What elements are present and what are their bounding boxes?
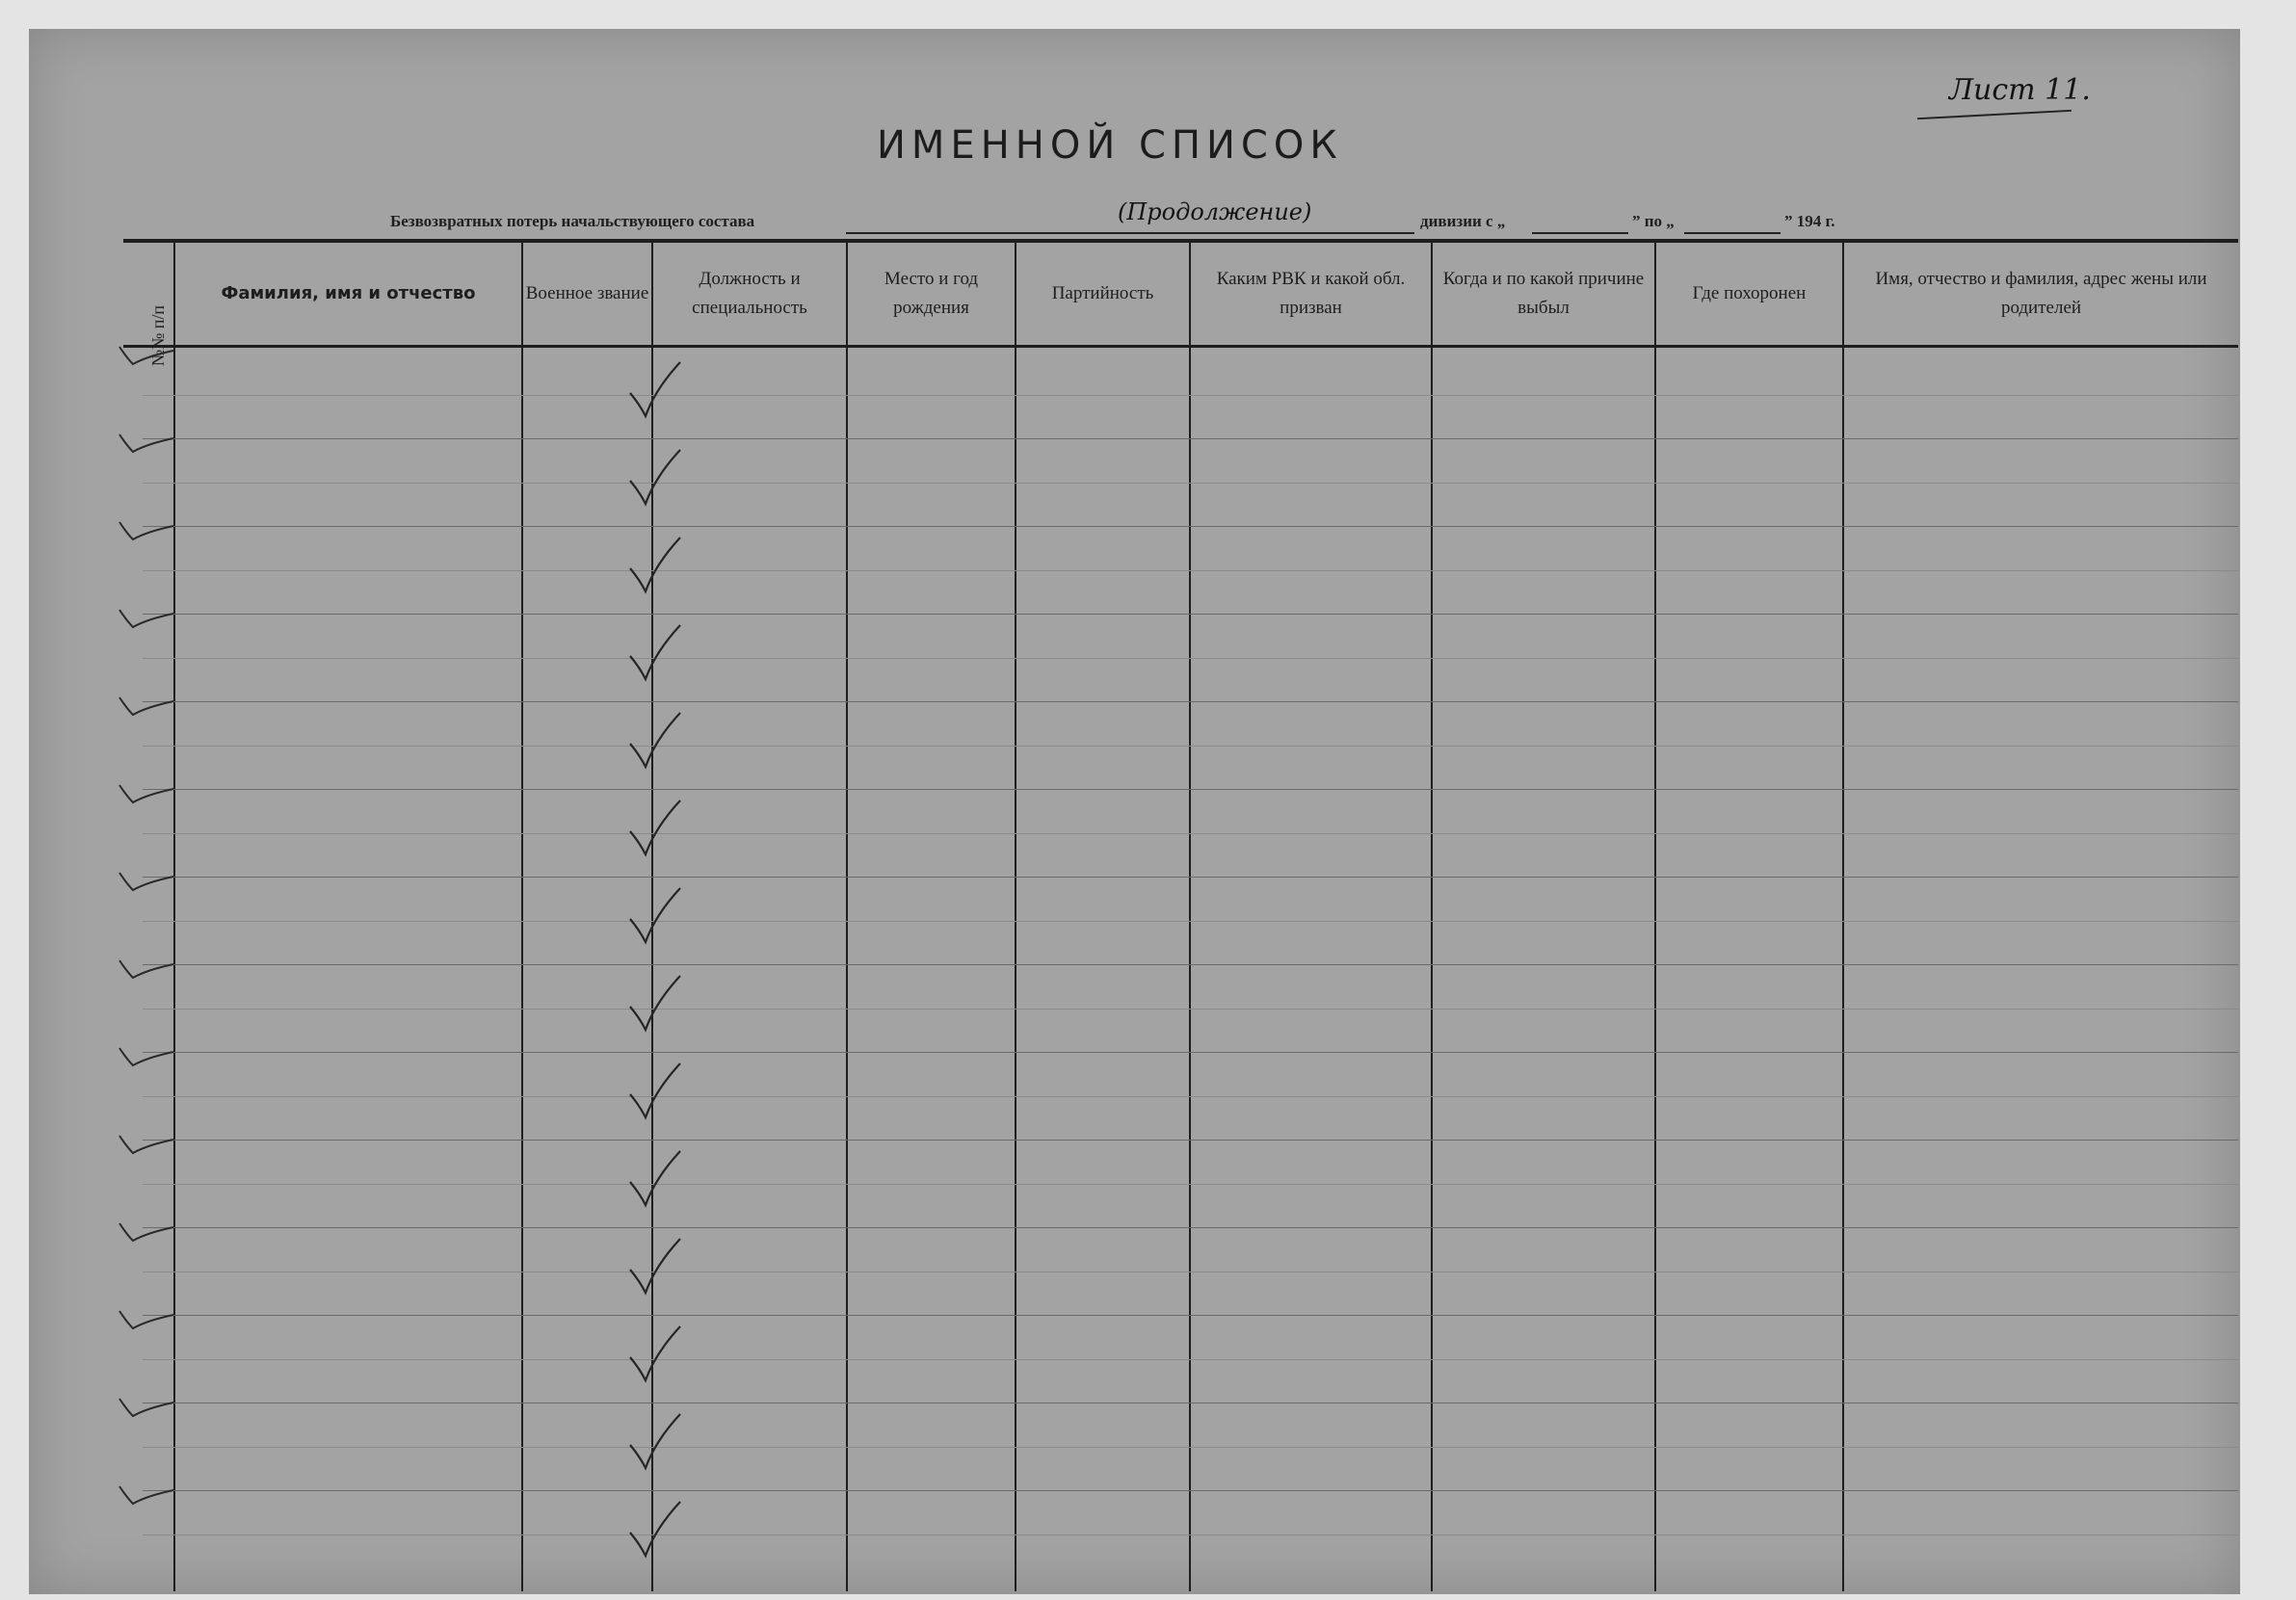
subtitle-underline <box>846 232 1414 234</box>
header-drafted: Каким РВК и какой обл. призван <box>1216 269 1406 318</box>
date-from-blank <box>1532 232 1628 234</box>
header-when-why: Когда и по какой причине выбыл <box>1442 269 1645 318</box>
document-title: ИМЕННОЙ СПИСОК <box>877 123 1343 168</box>
checkmark-icon <box>626 799 684 858</box>
checkmark-icon <box>626 448 684 508</box>
to-label: ” по „ <box>1632 212 1675 230</box>
header-number: №№ п/п <box>148 304 169 366</box>
checkmark-icon <box>626 1149 684 1209</box>
checkmark-icon <box>626 974 684 1034</box>
checkmark-icon <box>626 886 684 946</box>
row-divider <box>143 438 2238 439</box>
header-bottom-rule <box>123 345 2238 348</box>
row-midline <box>143 921 2238 922</box>
margin-tick-icon <box>118 1214 175 1243</box>
checkmark-icon <box>626 1325 684 1384</box>
row-midline <box>143 1096 2238 1097</box>
sheet-number: Лист 11. <box>1949 73 2091 107</box>
margin-tick-icon <box>118 1477 175 1506</box>
checkmark-icon <box>626 536 684 595</box>
year-label: ” 194 г. <box>1784 212 1835 230</box>
header-relatives: Имя, отчество и фамилия, адрес жены или родителей <box>1875 269 2207 318</box>
checkmark-icon <box>626 360 684 420</box>
checkmark-icon <box>626 623 684 683</box>
col-divider-8 <box>1654 243 1656 1591</box>
row-divider <box>143 614 2238 615</box>
row-midline <box>143 1009 2238 1010</box>
sheet-number-underline <box>1917 110 2072 119</box>
checkmark-icon <box>626 1500 684 1560</box>
margin-tick-icon <box>118 1301 175 1330</box>
header-position: Должность и специальность <box>692 269 807 318</box>
col-divider-2 <box>521 243 523 1591</box>
row-divider <box>143 1140 2238 1141</box>
header-birth: Место и год рождения <box>884 269 979 318</box>
continuation-note: (Продолжение) <box>1118 198 1312 225</box>
row-midline <box>143 1184 2238 1185</box>
row-midline <box>143 833 2238 834</box>
header-rank: Военное звание <box>525 283 649 303</box>
document-sheet <box>29 29 2240 1594</box>
margin-tick-icon <box>118 951 175 980</box>
row-midline <box>143 1359 2238 1360</box>
header-full-name: Фамилия, имя и отчество <box>221 283 476 303</box>
date-to-blank <box>1684 232 1781 234</box>
checkmark-icon <box>626 1237 684 1297</box>
checkmark-icon <box>626 1062 684 1121</box>
margin-tick-icon <box>118 775 175 804</box>
row-divider <box>143 964 2238 965</box>
subtitle-prefix: Безвозвратных потерь начальствующего состава <box>390 212 755 230</box>
row-divider <box>143 789 2238 790</box>
row-midline <box>143 1534 2238 1535</box>
row-divider <box>143 526 2238 527</box>
col-divider-7 <box>1431 243 1433 1591</box>
row-divider <box>143 877 2238 878</box>
col-divider-6 <box>1189 243 1191 1591</box>
row-midline <box>143 570 2238 571</box>
margin-tick-icon <box>118 688 175 717</box>
checkmark-icon <box>626 1412 684 1472</box>
col-divider-5 <box>1015 243 1016 1591</box>
row-midline <box>143 658 2238 659</box>
row-divider <box>143 1315 2238 1316</box>
margin-tick-icon <box>118 425 175 454</box>
row-divider <box>143 1052 2238 1053</box>
row-divider <box>143 1490 2238 1491</box>
margin-tick-icon <box>118 512 175 541</box>
margin-tick-icon <box>118 863 175 892</box>
margin-tick-icon <box>118 600 175 629</box>
checkmark-icon <box>626 711 684 771</box>
division-label: дивизии с „ <box>1420 212 1506 230</box>
margin-tick-icon <box>118 1126 175 1155</box>
header-party: Партийность <box>1051 283 1154 303</box>
margin-tick-icon <box>118 1038 175 1067</box>
margin-tick-icon <box>118 337 175 366</box>
row-divider <box>143 1227 2238 1228</box>
col-divider-9 <box>1842 243 1844 1591</box>
row-midline <box>143 1447 2238 1448</box>
row-divider <box>143 701 2238 702</box>
header-buried: Где похоронен <box>1692 283 1807 303</box>
row-midline <box>143 483 2238 484</box>
margin-tick-icon <box>118 1389 175 1418</box>
col-divider-4 <box>846 243 848 1591</box>
row-midline <box>143 395 2238 396</box>
row-midline <box>143 746 2238 747</box>
